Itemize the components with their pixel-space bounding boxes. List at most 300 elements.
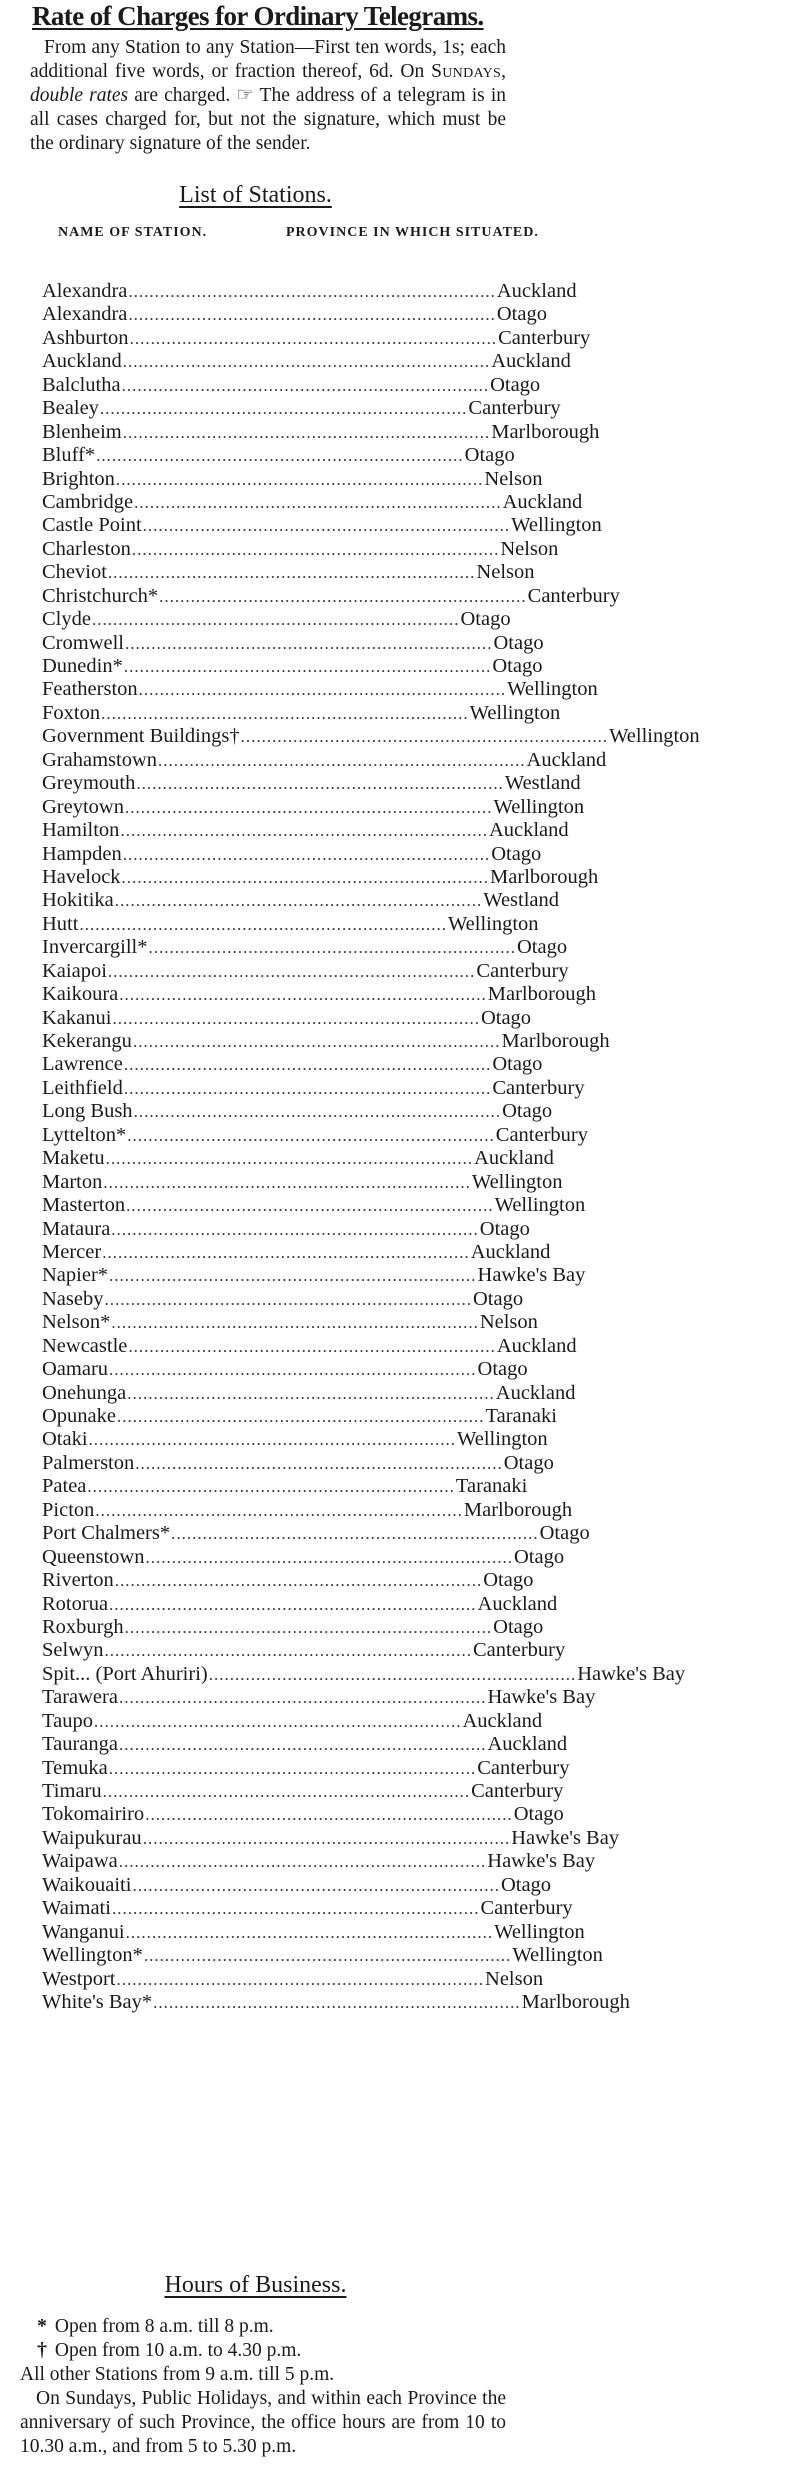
station-row bbox=[42, 1873, 552, 1897]
station-row bbox=[42, 1311, 538, 1334]
station-row bbox=[42, 1990, 630, 2014]
station-province: Taranaki bbox=[455, 1475, 528, 1498]
station-name: Waikouaiti bbox=[42, 1873, 132, 1896]
station-name: Selwyn bbox=[42, 1639, 104, 1662]
station-name: Bluff* bbox=[42, 444, 96, 467]
dot-leader bbox=[95, 1499, 463, 1522]
station-name: Greymouth bbox=[42, 772, 136, 795]
station-row bbox=[42, 397, 561, 420]
station-province: Wellington bbox=[494, 1194, 586, 1217]
station-name: Kaiapoi bbox=[42, 959, 107, 982]
station-name: Timaru bbox=[42, 1780, 102, 1802]
station-name: Grahamstown bbox=[42, 748, 158, 771]
station-name: Maketu bbox=[42, 1147, 105, 1170]
rates-text-part2: are charged. ☞ The address of a telegram is in all cases charged for, but not the signature, which must be the ordinary signature of the sender. bbox=[30, 85, 506, 154]
station-name: Alexandra bbox=[42, 280, 128, 302]
station-row bbox=[42, 280, 577, 303]
station-province: Auckland bbox=[477, 1592, 558, 1615]
dot-leader bbox=[153, 1991, 521, 2014]
station-row bbox=[42, 1850, 596, 1873]
station-name: Port Chalmers* bbox=[42, 1522, 171, 1545]
station-row bbox=[42, 444, 515, 467]
station-province: Canterbury bbox=[495, 1123, 589, 1146]
station-name: Otaki bbox=[42, 1428, 88, 1451]
station-name: Waipawa bbox=[42, 1850, 118, 1873]
station-name: Taupo bbox=[42, 1709, 93, 1732]
dot-leader bbox=[109, 1264, 477, 1287]
station-province: Canterbury bbox=[492, 1076, 585, 1099]
station-province: Westland bbox=[483, 889, 560, 912]
dot-leader bbox=[123, 843, 491, 866]
station-row bbox=[42, 350, 571, 373]
dot-leader bbox=[125, 632, 493, 655]
column-header-station: NAME OF STATION. bbox=[58, 225, 208, 240]
hours-sundays-paragraph: On Sundays, Public Holidays, and within each Province the anniversary of such Province, the office hours are from 10 to 10.30 a.m., and from 5 to 5.30 p.m. bbox=[20, 2388, 506, 2457]
dot-leader bbox=[124, 1053, 492, 1076]
station-name: Onehunga bbox=[42, 1381, 127, 1404]
station-province: Wellington bbox=[609, 725, 700, 748]
dot-leader bbox=[116, 468, 484, 491]
dot-leader bbox=[105, 1639, 473, 1662]
station-province: Wellington bbox=[447, 912, 539, 935]
station-province: Hawke's Bay bbox=[477, 1264, 586, 1287]
dot-leader bbox=[115, 889, 483, 912]
station-row bbox=[42, 1733, 568, 1756]
station-name: Masterton bbox=[42, 1194, 126, 1217]
dot-leader bbox=[127, 1124, 495, 1147]
station-name: Newcastle bbox=[42, 1334, 128, 1357]
station-province: Auckland bbox=[462, 1709, 543, 1732]
station-province: Canterbury bbox=[498, 326, 591, 349]
station-province: Nelson bbox=[484, 467, 543, 490]
station-row bbox=[42, 1334, 577, 1358]
station-name: Mataura bbox=[42, 1217, 111, 1240]
station-row bbox=[42, 373, 541, 397]
dot-leader bbox=[108, 561, 476, 584]
station-name: Lyttelton* bbox=[42, 1123, 127, 1146]
dot-leader bbox=[92, 608, 460, 631]
station-province: Auckland bbox=[474, 1147, 554, 1170]
station-row bbox=[42, 1264, 586, 1287]
station-province: Wellington bbox=[457, 1428, 548, 1451]
dot-leader bbox=[102, 1241, 470, 1264]
station-province: Nelson bbox=[479, 1311, 538, 1334]
station-province: Hawke's Bay bbox=[511, 1826, 620, 1849]
station-province: Canterbury bbox=[527, 584, 620, 607]
station-name: Hokitika bbox=[42, 889, 114, 912]
station-province: Wellington bbox=[494, 1920, 585, 1943]
station-province: Otago bbox=[539, 1522, 590, 1545]
station-province: Otago bbox=[500, 1873, 552, 1896]
rates-text-part1: From any Station to any Station—First ten words, 1s; each additional five words, or fraction thereof, 6d. On bbox=[30, 37, 506, 82]
station-name: Naseby bbox=[42, 1287, 104, 1310]
station-name: Waimati bbox=[42, 1897, 111, 1920]
dot-leader bbox=[126, 1194, 494, 1217]
station-name: Oamaru bbox=[42, 1358, 109, 1381]
station-province: Otago bbox=[464, 444, 515, 467]
station-province: Marlborough bbox=[491, 420, 600, 443]
station-name: Hampden bbox=[42, 842, 122, 865]
dot-leader bbox=[101, 702, 469, 725]
dot-leader bbox=[96, 444, 464, 467]
dot-leader bbox=[119, 983, 487, 1006]
station-province: Otago bbox=[493, 631, 544, 654]
station-name: Picton bbox=[42, 1498, 95, 1521]
station-row bbox=[42, 1451, 554, 1475]
station-row bbox=[42, 1826, 620, 1850]
dot-leader bbox=[119, 1733, 487, 1756]
station-province: Canterbury bbox=[468, 397, 561, 420]
dot-leader bbox=[134, 1100, 502, 1123]
dot-leader bbox=[100, 397, 468, 420]
dot-leader bbox=[124, 1077, 492, 1100]
dot-leader bbox=[122, 374, 490, 397]
station-row bbox=[42, 701, 561, 725]
dot-leader bbox=[108, 960, 476, 983]
column-header-province: PROVINCE IN WHICH SITUATED. bbox=[286, 225, 539, 240]
dot-leader bbox=[135, 1452, 503, 1475]
station-province: Auckland bbox=[496, 280, 577, 302]
station-province: Wellington bbox=[471, 1170, 563, 1193]
station-row bbox=[42, 1756, 570, 1780]
station-name: Tokomairiro bbox=[42, 1803, 145, 1826]
station-row bbox=[42, 1475, 528, 1498]
station-name: Alexandra bbox=[42, 303, 128, 326]
dot-leader bbox=[145, 1546, 513, 1569]
station-row bbox=[42, 1287, 524, 1311]
station-name: Greytown bbox=[42, 795, 124, 818]
station-row bbox=[42, 1686, 596, 1709]
station-name: Brighton bbox=[42, 467, 115, 490]
rates-title: Rate of Charges for Ordinary Telegrams. bbox=[32, 1, 484, 31]
station-row bbox=[42, 1897, 573, 1920]
station-row bbox=[42, 537, 559, 561]
station-name: Spit... (Port Ahuriri) bbox=[42, 1662, 208, 1685]
station-province: Hawke's Bay bbox=[487, 1686, 596, 1709]
station-province: Marlborough bbox=[501, 1030, 610, 1052]
station-row bbox=[42, 865, 599, 889]
station-province: Marlborough bbox=[490, 865, 599, 888]
station-name: Kakanui bbox=[42, 1006, 112, 1029]
station-row bbox=[42, 936, 568, 959]
station-name: Riverton bbox=[42, 1569, 114, 1592]
station-province: Marlborough bbox=[463, 1498, 573, 1521]
station-name: Cheviot bbox=[42, 561, 107, 584]
station-province: Wellington bbox=[469, 701, 561, 724]
station-province: Otago bbox=[513, 1803, 564, 1826]
station-row bbox=[42, 725, 700, 748]
station-province: Otago bbox=[491, 842, 542, 865]
station-name: Kekerangu bbox=[42, 1030, 132, 1052]
station-row bbox=[42, 467, 543, 491]
station-row bbox=[42, 1147, 554, 1170]
hours-title: Hours of Business. bbox=[164, 2272, 347, 2298]
dot-leader bbox=[79, 913, 447, 936]
dot-leader bbox=[109, 1593, 477, 1616]
dot-leader bbox=[132, 1874, 500, 1897]
dot-leader bbox=[115, 1569, 483, 1592]
station-row bbox=[42, 1803, 564, 1826]
station-province: Otago bbox=[492, 655, 543, 677]
station-row bbox=[42, 514, 602, 537]
station-name: Dunedin* bbox=[42, 655, 123, 677]
station-name: Napier* bbox=[42, 1264, 109, 1287]
station-row bbox=[42, 1381, 576, 1405]
station-name: Balclutha bbox=[42, 373, 121, 396]
station-province: Otago bbox=[483, 1569, 534, 1592]
station-province: Otago bbox=[479, 1217, 530, 1240]
station-name: Palmerston bbox=[42, 1451, 135, 1474]
station-province: Wellington bbox=[507, 678, 598, 701]
station-name: Rotorua bbox=[42, 1592, 109, 1615]
dot-leader bbox=[171, 1522, 539, 1545]
station-province: Nelson bbox=[500, 537, 559, 560]
station-province: Auckland bbox=[496, 1334, 577, 1357]
station-row bbox=[42, 1522, 590, 1545]
dot-leader bbox=[112, 1007, 480, 1030]
sundays-word: Sundays bbox=[431, 61, 502, 82]
dot-leader bbox=[112, 1897, 480, 1920]
station-row bbox=[42, 1709, 543, 1733]
station-province: Otago bbox=[503, 1451, 554, 1474]
station-province: Auckland bbox=[491, 350, 571, 373]
station-name: Waipukurau bbox=[42, 1826, 142, 1849]
dot-leader bbox=[128, 303, 496, 326]
dot-leader bbox=[144, 1944, 512, 1967]
dot-leader bbox=[128, 280, 496, 303]
station-province: Auckland bbox=[488, 819, 569, 842]
rates-paragraph bbox=[30, 36, 506, 156]
station-row bbox=[42, 584, 620, 608]
station-name: Featherston bbox=[42, 678, 138, 701]
station-name: Foxton bbox=[42, 701, 101, 724]
station-row bbox=[42, 326, 591, 350]
station-name: Wellington* bbox=[42, 1944, 143, 1967]
station-row bbox=[42, 842, 542, 866]
hours-star-text: Open from 8 a.m. till 8 p.m. bbox=[54, 2316, 274, 2337]
station-name: Hamilton bbox=[42, 819, 120, 842]
station-province: Canterbury bbox=[473, 1639, 566, 1662]
station-name: Westport bbox=[42, 1967, 116, 1990]
station-province: Taranaki bbox=[485, 1405, 557, 1427]
station-row bbox=[42, 1240, 551, 1264]
dot-leader bbox=[209, 1663, 577, 1686]
station-name: Cambridge bbox=[42, 490, 134, 513]
dot-leader bbox=[106, 1147, 474, 1170]
station-row bbox=[42, 889, 560, 912]
dot-leader bbox=[124, 655, 492, 678]
dot-leader bbox=[127, 1382, 495, 1405]
station-province: Otago bbox=[472, 1287, 524, 1310]
station-row bbox=[42, 1170, 563, 1194]
station-province: Auckland bbox=[502, 490, 583, 513]
station-province: Otago bbox=[460, 608, 511, 631]
station-row bbox=[42, 959, 569, 983]
station-province: Auckland bbox=[526, 748, 607, 771]
station-name: Nelson* bbox=[42, 1311, 111, 1334]
dot-leader bbox=[104, 1288, 472, 1311]
station-province: Wellington bbox=[512, 1944, 603, 1967]
station-province: Marlborough bbox=[487, 983, 596, 1006]
station-row bbox=[42, 678, 598, 701]
station-row bbox=[42, 1780, 564, 1803]
dot-leader bbox=[145, 1803, 513, 1826]
station-row bbox=[42, 912, 539, 936]
hours-dagger-line bbox=[20, 2339, 506, 2363]
station-row bbox=[42, 1194, 586, 1217]
station-row bbox=[42, 1053, 543, 1076]
station-row bbox=[42, 1428, 548, 1451]
station-name: Hutt bbox=[42, 912, 79, 935]
station-province: Nelson bbox=[485, 1967, 544, 1990]
dot-leader bbox=[111, 1218, 479, 1241]
station-name: Clyde bbox=[42, 608, 91, 631]
rates-comma: , bbox=[501, 61, 506, 82]
station-name: Invercargill* bbox=[42, 936, 148, 959]
station-row bbox=[42, 490, 583, 514]
station-province: Hawke's Bay bbox=[487, 1850, 596, 1873]
station-row bbox=[42, 1217, 530, 1241]
station-row bbox=[42, 1006, 532, 1030]
dot-leader bbox=[87, 1475, 455, 1498]
station-province: Otago bbox=[493, 1615, 544, 1638]
station-row bbox=[42, 1944, 603, 1967]
station-row bbox=[42, 1545, 565, 1569]
dot-leader bbox=[139, 678, 507, 701]
dot-leader bbox=[122, 866, 490, 889]
station-row bbox=[42, 655, 543, 678]
station-name: Bealey bbox=[42, 397, 99, 420]
dot-leader bbox=[143, 514, 511, 537]
station-province: Wellington bbox=[493, 795, 585, 818]
station-province: Otago bbox=[477, 1358, 528, 1381]
station-province: Otago bbox=[490, 373, 541, 396]
dot-leader bbox=[103, 1780, 471, 1803]
station-name: Lawrence bbox=[42, 1053, 123, 1076]
hours-others-line: All other Stations from 9 a.m. till 5 p.m. bbox=[20, 2364, 335, 2385]
station-province: Auckland bbox=[487, 1733, 568, 1756]
station-province: Westland bbox=[504, 772, 581, 795]
dot-leader bbox=[130, 327, 498, 350]
station-name: Cromwell bbox=[42, 631, 124, 654]
dot-leader bbox=[123, 350, 491, 373]
asterisk-symbol: * bbox=[37, 2316, 47, 2337]
station-province: Otago bbox=[502, 1100, 553, 1123]
station-name: Opunake bbox=[42, 1405, 117, 1427]
station-name: Tauranga bbox=[42, 1733, 118, 1756]
station-name: Ashburton bbox=[42, 326, 129, 349]
dot-leader bbox=[123, 421, 491, 444]
station-name: Leithfield bbox=[42, 1076, 123, 1099]
dot-leader bbox=[117, 1405, 485, 1428]
station-row bbox=[42, 608, 511, 631]
dot-leader bbox=[120, 819, 488, 842]
station-row bbox=[42, 983, 596, 1006]
dot-leader bbox=[89, 1428, 457, 1451]
station-row bbox=[42, 561, 535, 584]
station-row bbox=[42, 819, 569, 842]
station-row bbox=[42, 772, 581, 795]
station-province: Otago bbox=[492, 1053, 543, 1076]
station-name: Castle Point bbox=[42, 514, 142, 537]
station-name: Marton bbox=[42, 1170, 103, 1193]
station-name: Government Buildings† bbox=[42, 725, 240, 748]
station-row bbox=[42, 303, 547, 326]
station-row bbox=[42, 1498, 573, 1522]
station-province: Nelson bbox=[476, 561, 535, 584]
station-list bbox=[42, 280, 700, 2014]
dot-leader bbox=[119, 1850, 487, 1873]
dot-leader bbox=[103, 1171, 471, 1194]
dot-leader bbox=[149, 936, 517, 959]
station-row bbox=[42, 1592, 558, 1616]
dot-leader bbox=[136, 772, 504, 795]
station-name: Roxburgh bbox=[42, 1615, 124, 1638]
hours-dagger-text: Open from 10 a.m. to 4.30 p.m. bbox=[54, 2340, 302, 2361]
dot-leader bbox=[111, 1311, 479, 1334]
stations-title: List of Stations. bbox=[179, 182, 332, 208]
station-row bbox=[42, 1123, 589, 1147]
station-province: Auckland bbox=[495, 1381, 576, 1404]
station-province: Otago bbox=[513, 1545, 565, 1568]
station-row bbox=[42, 1569, 534, 1592]
station-province: Canterbury bbox=[480, 1897, 573, 1920]
station-row bbox=[42, 1920, 585, 1944]
station-province: Canterbury bbox=[476, 959, 569, 982]
dot-leader bbox=[94, 1710, 462, 1733]
station-province: Wellington bbox=[511, 514, 602, 537]
dot-leader bbox=[125, 796, 493, 819]
station-name: Havelock bbox=[42, 865, 121, 888]
station-province: Marlborough bbox=[521, 1990, 630, 2013]
station-name: Mercer bbox=[42, 1240, 102, 1263]
station-row bbox=[42, 1615, 544, 1639]
station-name: White's Bay* bbox=[42, 1990, 153, 2013]
station-province: Otago bbox=[480, 1006, 532, 1029]
dot-leader bbox=[241, 725, 609, 748]
hours-notes bbox=[20, 2315, 506, 2459]
station-row bbox=[42, 1405, 557, 1428]
dot-leader bbox=[132, 538, 500, 561]
station-row bbox=[42, 420, 600, 444]
dot-leader bbox=[109, 1757, 477, 1780]
station-province: Canterbury bbox=[471, 1780, 564, 1802]
double-rates-word: double rates bbox=[30, 85, 129, 106]
station-name: Auckland bbox=[42, 350, 122, 373]
station-row bbox=[42, 631, 544, 655]
station-row bbox=[42, 1967, 544, 1991]
dot-leader bbox=[143, 1827, 511, 1850]
station-row bbox=[42, 1662, 686, 1686]
dot-leader bbox=[126, 1921, 494, 1944]
station-name: Kaikoura bbox=[42, 983, 119, 1006]
station-name: Christchurch* bbox=[42, 584, 159, 607]
dot-leader bbox=[119, 1686, 487, 1709]
station-province: Otago bbox=[517, 936, 568, 959]
station-row bbox=[42, 748, 607, 772]
station-name: Long Bush bbox=[42, 1100, 133, 1123]
station-name: Charleston bbox=[42, 537, 131, 560]
dot-leader bbox=[159, 585, 527, 608]
dot-leader bbox=[117, 1968, 485, 1991]
station-name: Queenstown bbox=[42, 1545, 145, 1568]
hours-star-line bbox=[20, 2315, 506, 2339]
station-province: Canterbury bbox=[477, 1756, 570, 1779]
station-row bbox=[42, 795, 585, 819]
dot-leader bbox=[128, 1335, 496, 1358]
dot-leader bbox=[158, 749, 526, 772]
station-name: Blenheim bbox=[42, 420, 122, 443]
